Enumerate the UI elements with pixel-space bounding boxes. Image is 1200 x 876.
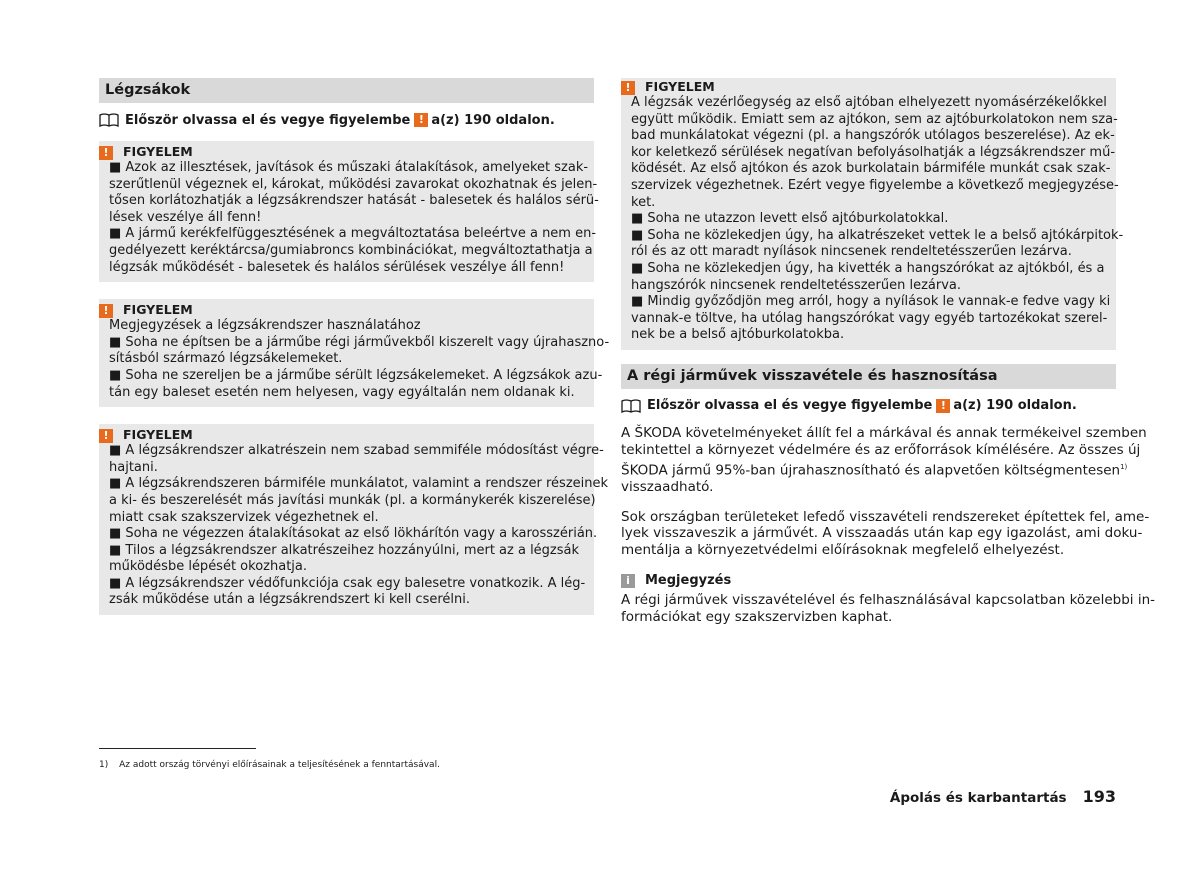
text-line: lések veszélye áll fenn! bbox=[109, 209, 262, 225]
section-heading-vehicle-recycling: A régi járművek visszavétele és hasznosítása bbox=[621, 364, 1116, 389]
warning-header bbox=[99, 145, 584, 160]
text-line: A ŠKODA követelményeket állít fel a márkával és annak termékeivel szemben bbox=[621, 424, 1147, 441]
text-line: mentálja a környezetvédelmi előírásoknak megfelelő elhelyezést. bbox=[621, 542, 1065, 559]
warning-text bbox=[109, 160, 599, 276]
footnote bbox=[99, 760, 440, 770]
reference-text: Először olvassa el és vegye figyelembe bbox=[125, 112, 411, 128]
warning-title: FIGYELEM bbox=[123, 144, 193, 160]
text-line: tősen korlátozhatják a légzsákrendszer hatását - balesetek és halálos sérü- bbox=[109, 193, 599, 209]
text-line: ról és az ott maradt nyílások nincsenek rendeltetésszerűen lezárva. bbox=[631, 244, 1072, 260]
warning-title: FIGYELEM bbox=[123, 302, 193, 318]
text-line: ■ Soha ne szereljen be a járműbe sérült légzsákelemeket. A légzsákok azu- bbox=[109, 367, 603, 383]
warning-exclamation-icon: ! bbox=[99, 429, 113, 443]
book-icon bbox=[621, 399, 641, 413]
note-block bbox=[621, 573, 1155, 626]
text-line: ■ Soha ne utazzon levett első ajtóburkolatokkal. bbox=[631, 211, 949, 227]
reference-line bbox=[621, 397, 1116, 415]
warning-box bbox=[99, 299, 610, 407]
text-line: ■ Soha ne végezzen átalakításokat az első lökhárítón vagy a karosszérián. bbox=[109, 526, 598, 542]
text-line: légzsák működését - balesetek és halálos sérülések veszélye áll fenn! bbox=[109, 259, 565, 275]
right-column bbox=[621, 78, 1155, 626]
text-line: ■ Mindig győződjön meg arról, hogy a nyílások le vannak-e fedve vagy ki bbox=[631, 294, 1111, 310]
warning-text bbox=[109, 318, 610, 401]
text-line: visszaadható. bbox=[621, 478, 714, 495]
text-line: Megjegyzések a légzsákrendszer használatához bbox=[109, 318, 421, 334]
text-line: együtt működik. Emiatt sem az ajtókon, sem az ajtóburkolatokon nem sza- bbox=[631, 111, 1118, 127]
warning-header bbox=[99, 428, 584, 443]
text-line: bad munkálatokat végezni (pl. a hangszórók utólagos beszerelése). Az ek- bbox=[631, 128, 1115, 144]
reference-page: a(z) 190 oldalon. bbox=[953, 398, 1077, 414]
text-line: ■ A légzsákrendszeren bármiféle munkálatot, valamint a rendszer részeinek bbox=[109, 476, 609, 492]
note-header bbox=[621, 573, 1116, 589]
text-line: ■ A jármű kerékfelfüggesztésének a megváltoztatása beleértve a nem en- bbox=[109, 226, 597, 242]
section-heading-airbags: Légzsákok bbox=[99, 78, 594, 103]
warning-header bbox=[621, 80, 1106, 95]
text-line: Sok országban területeket lefedő visszavételi rendszereket építettek fel, ame- bbox=[621, 508, 1150, 525]
warning-title: FIGYELEM bbox=[123, 427, 193, 443]
text-line: miatt csak szakszervizek végezhetnek el. bbox=[109, 509, 379, 525]
text-line: hangszórók nincsenek rendeltetésszerűen lezárva. bbox=[631, 277, 962, 293]
text-line: működésbe lépését okozhatja. bbox=[109, 559, 307, 575]
text-line: a ki- és beszerelését más javítási munkák (pl. a kormánykerék kiszerelése) bbox=[109, 492, 596, 508]
text-line: szerűtlenül végeznek el, károkat, működési zavarokat okozhatnak és jelen- bbox=[109, 176, 598, 192]
text-line: ■ Soha ne építsen be a járműbe régi járművekből kiszerelt vagy újrahaszno- bbox=[109, 334, 610, 350]
warning-exclamation-icon: ! bbox=[99, 304, 113, 318]
text-line: lyek visszaveszik a járművét. A visszaadás után kap egy igazolást, ami doku- bbox=[621, 525, 1143, 542]
footnote-marker: 1) bbox=[1120, 462, 1128, 471]
text-line: formációkat egy szakszervizben kaphat. bbox=[621, 608, 893, 625]
text-line: nek be a belső ajtóburkolatokba. bbox=[631, 327, 845, 343]
warning-exclamation-icon: ! bbox=[414, 113, 428, 127]
text-line: ■ A légzsákrendszer védőfunkciója csak egy balesetre vonatkozik. A lég- bbox=[109, 575, 586, 591]
info-icon: i bbox=[621, 574, 635, 588]
warning-box bbox=[621, 78, 1124, 350]
paragraph-takeback bbox=[621, 508, 1150, 559]
warning-text bbox=[109, 443, 609, 609]
text-segment: ŠKODA jármű 95%-ban újrahasznosítható és alapvetően költségmentesen bbox=[621, 462, 1121, 478]
text-line: A légzsák vezérlőegység az első ajtóban elhelyezett nyomásérzékelőkkel bbox=[631, 95, 1107, 110]
warning-title: FIGYELEM bbox=[645, 79, 715, 95]
text-line: szervizek végezhetnek. Ezért vegye figyelembe a következő megjegyzése- bbox=[631, 177, 1119, 193]
footnote-rule bbox=[99, 748, 256, 749]
reference-page: a(z) 190 oldalon. bbox=[431, 112, 555, 128]
text-line: ■ Azok az illesztések, javítások és műszaki átalakítások, amelyeket szak- bbox=[109, 160, 589, 175]
text-line: ■ Soha ne közlekedjen úgy, ha kivették a hangszórókat az ajtókból, és a bbox=[631, 260, 1105, 276]
text-line: ■ Tilos a légzsákrendszer alkatrészeihez hozzányúlni, mert az a légzsák bbox=[109, 542, 580, 558]
note-title: Megjegyzés bbox=[645, 573, 732, 589]
note-text bbox=[621, 591, 1155, 626]
text-line: zsák működése után a légzsákrendszert ki kell cserélni. bbox=[109, 592, 471, 608]
chapter-title: Ápolás és karbantartás bbox=[889, 790, 1067, 806]
warning-box bbox=[99, 141, 599, 282]
warning-text bbox=[631, 95, 1124, 344]
text-line bbox=[621, 459, 1128, 479]
warning-box bbox=[99, 424, 609, 615]
page-footer bbox=[890, 787, 1116, 806]
warning-exclamation-icon: ! bbox=[99, 146, 113, 160]
text-line: vannak-e töltve, ha utólag hangszórókat vagy egyéb tartozékokat szerel- bbox=[631, 310, 1108, 326]
text-line: ködését. Az első ajtókon és azok burkolatain bármiféle munkát csak szak- bbox=[631, 161, 1111, 177]
text-line: sításból származó légzsákelemeket. bbox=[109, 351, 343, 367]
text-line: hajtani. bbox=[109, 459, 158, 475]
page-number: 193 bbox=[1082, 787, 1116, 806]
left-column bbox=[99, 78, 610, 615]
warning-exclamation-icon: ! bbox=[936, 399, 950, 413]
text-line: tán egy baleset esetén nem helyesen, vagy egyáltalán nem oldanak ki. bbox=[109, 384, 575, 400]
warning-header bbox=[99, 303, 584, 318]
footnote-text: Az adott ország törvényi előírásainak a teljesítésének a fenntartásával. bbox=[119, 760, 440, 770]
footnote-number: 1) bbox=[99, 760, 109, 770]
text-line: kor keletkező sérülések negatívan befolyásolhatják a légzsákrendszer mű- bbox=[631, 144, 1116, 160]
text-line: A régi járművek visszavételével és felhasználásával kapcsolatban közelebbi in- bbox=[621, 591, 1155, 608]
text-line: gedélyezett keréktárcsa/gumiabroncs kombinációkat, megváltoztathatja a bbox=[109, 242, 593, 258]
text-line: ■ A légzsákrendszer alkatrészein nem szabad semmiféle módosítást végre- bbox=[109, 443, 604, 459]
warning-exclamation-icon: ! bbox=[621, 81, 635, 95]
text-line: tekintettel a környezet védelmére és az erőforrások kímélésére. Az összes új bbox=[621, 441, 1141, 458]
text-line: ■ Soha ne közlekedjen úgy, ha alkatrészeket vettek le a belső ajtókárpitok- bbox=[631, 227, 1124, 243]
reference-line bbox=[99, 111, 594, 129]
text-line: ket. bbox=[631, 194, 656, 210]
paragraph-requirements bbox=[621, 424, 1147, 496]
reference-text: Először olvassa el és vegye figyelembe bbox=[647, 398, 933, 414]
book-icon bbox=[99, 113, 119, 127]
